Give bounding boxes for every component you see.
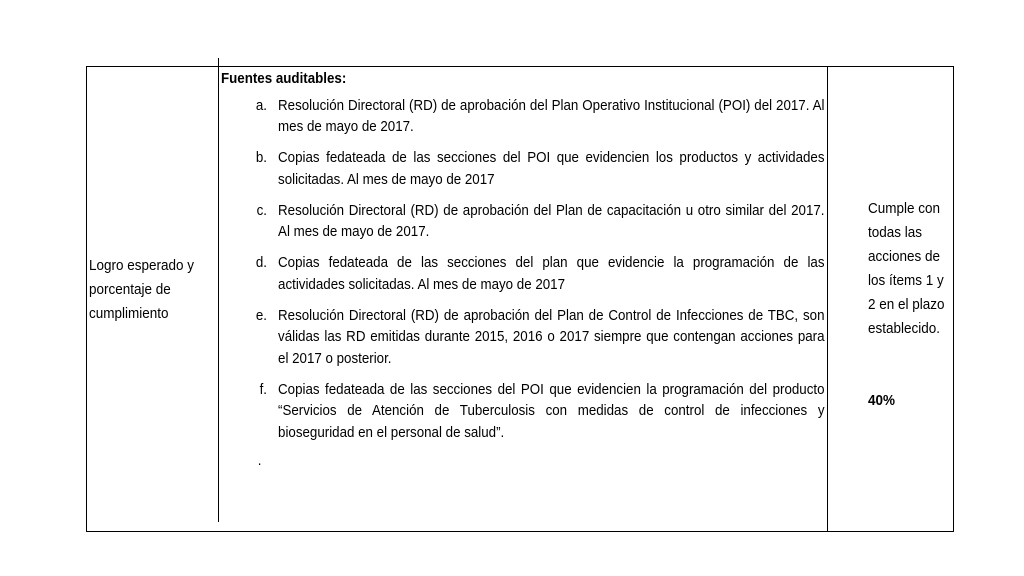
auditable-sources-cell (219, 67, 828, 531)
compliance-cell (828, 67, 953, 531)
list-item-marker: a. (255, 97, 267, 114)
expected-achievement-label: Logro esperado y porcentaje de cumplimiento (89, 258, 194, 322)
auditable-sources-title: Fuentes auditables: (221, 71, 347, 87)
list-item-marker: f. (259, 381, 267, 398)
list-item-text: Resolución Directoral (RD) de aprobación del Plan Operativo Institucional (POI) del 2017. Al mes de mayo de 2017. (278, 97, 825, 135)
list-item-marker: b. (255, 150, 267, 166)
list-item (221, 306, 825, 371)
list-item (221, 201, 825, 244)
list-item-text: Copias fedateada de las secciones del plan que evidencie la programación de las actividades solicitadas. Al mes de mayo de 2017 (278, 255, 825, 293)
list-item-text: Resolución Directoral (RD) de aprobación del Plan de capacitación u otro similar del 2017. Al mes de mayo de 2017. (278, 202, 825, 240)
expected-achievement-cell (87, 58, 219, 522)
auditable-sources-list (221, 96, 825, 445)
list-item-marker: d. (255, 255, 267, 271)
list-item (221, 96, 825, 139)
compliance-percentage: 40% (868, 393, 895, 409)
compliance-text: Cumple con todas las acciones de los ítems 1 y 2 en el plazo establecido. (868, 201, 945, 337)
list-item (221, 380, 825, 445)
list-item-marker: c. (256, 202, 267, 219)
list-item-text: Copias fedateada de las secciones del POI que evidencien la programación del producto “Servicios de Atención de Tuberculosis con medidas de control de infecciones y bioseguridad en el personal de salud”. (278, 381, 825, 441)
list-item-text: Resolución Directoral (RD) de aprobación del Plan de Control de Infecciones de TBC, son válidas las RD emitidas durante 2015, 2016 o 2017 siempre que contengan acciones para el 2017 o posterior. (278, 307, 825, 367)
list-item (221, 148, 825, 191)
list-item-marker: e. (255, 307, 267, 324)
trailing-mark: . (257, 452, 262, 469)
criteria-table (86, 66, 954, 532)
list-item (221, 253, 825, 296)
list-item-text: Copias fedateada de las secciones del POI que evidencien los productos y actividades solicitadas. Al mes de mayo de 2017 (278, 150, 825, 188)
